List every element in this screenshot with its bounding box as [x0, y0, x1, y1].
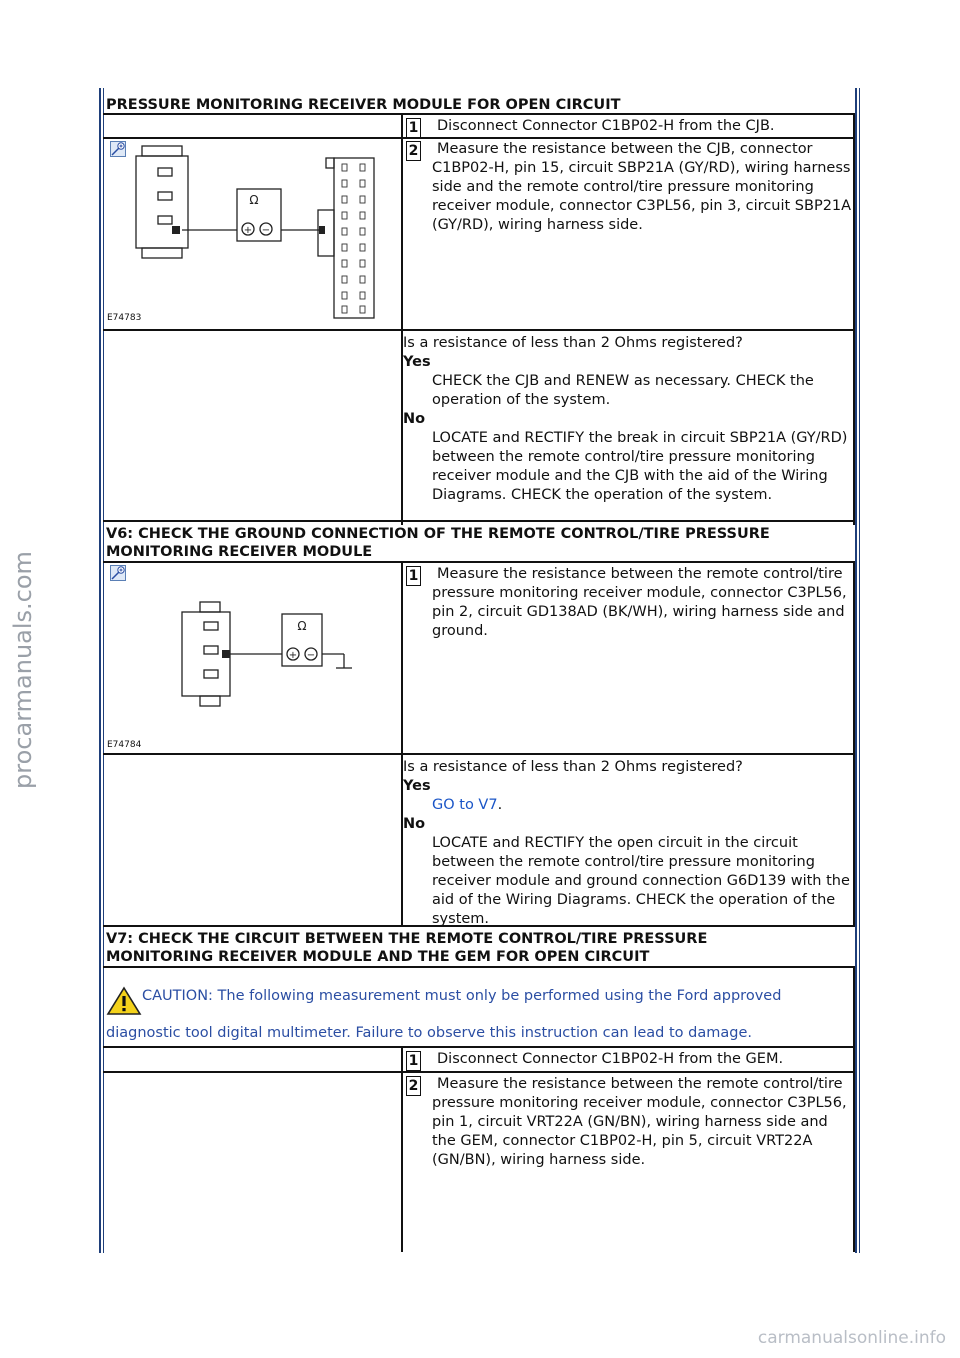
section-title: PRESSURE MONITORING RECEIVER MODULE FOR OPEN CIRCUIT [106, 97, 621, 113]
wiring-diagram [106, 590, 396, 744]
section-title: V7: CHECK THE CIRCUIT BETWEEN THE REMOTE CONTROL/TIRE PRESSURE MONITORING RECEIVER MODULE AND THE GEM FOR OPEN CIRCUIT [106, 931, 708, 965]
column-divider [401, 113, 403, 525]
question-text: Is a resistance of less than 2 Ohms registered? [403, 335, 743, 351]
right-border [853, 561, 855, 927]
right-border [853, 113, 855, 525]
right-border [853, 1046, 855, 1252]
table-rule [103, 113, 855, 115]
yes-answer [432, 796, 852, 815]
right-margin-line [855, 88, 857, 1253]
right-border [853, 966, 855, 1048]
yes-suffix: . [497, 797, 503, 813]
table-rule [103, 520, 855, 522]
no-label: No [403, 411, 426, 427]
column-divider [401, 1046, 403, 1252]
step-number: 1 [406, 1051, 421, 1071]
table-rule [103, 753, 855, 755]
table-rule [103, 137, 855, 139]
svg-text:+: + [288, 650, 298, 661]
column-divider [401, 561, 403, 927]
question-text: Is a resistance of less than 2 Ohms registered? [403, 759, 743, 775]
step-text: Disconnect Connector C1BP02-H from the GEM. [437, 1051, 784, 1067]
left-margin-line-inner [103, 88, 104, 1253]
step-number: 1 [406, 566, 421, 586]
right-margin-line-inner [859, 88, 860, 1253]
step-number: 2 [406, 141, 421, 161]
go-to-v7-link[interactable]: GO to V7 [432, 797, 498, 813]
table-rule [103, 329, 855, 331]
caution-note [106, 986, 846, 1044]
svg-text:Ω: Ω [249, 193, 259, 207]
step-text: Measure the resistance between the remote control/tire pressure monitoring receiver module, connector C3PL56, pin 2, circuit GD138AD (BK/WH), wiring harness side and ground. [432, 566, 847, 639]
zoom-icon[interactable] [110, 565, 126, 581]
table-rule [103, 561, 855, 563]
step-text: Disconnect Connector C1BP02-H from the CJB. [437, 118, 775, 134]
svg-text:+: + [243, 225, 253, 236]
no-answer: LOCATE and RECTIFY the open circuit in the circuit between the remote control/tire pressure monitoring receiver module and ground connection G6D139 with the aid of the Wiring Diagrams. CHECK the operation of the system. [432, 835, 850, 927]
figure-code: E74784 [107, 740, 142, 750]
warning-icon [106, 986, 142, 1023]
wiring-diagram [106, 140, 396, 332]
figure-code: E74783 [107, 313, 142, 323]
step-number: 1 [406, 118, 421, 138]
step-number: 2 [406, 1076, 421, 1096]
caution-text: CAUTION: The following measurement must only be performed using the Ford approved diagnostic tool digital multimeter. Failure to observe this instruction can lead to damage. [106, 988, 782, 1041]
table-rule [103, 925, 855, 927]
table-rule [103, 1046, 855, 1048]
footer-watermark: carmanualsonline.info [757, 1328, 946, 1348]
yes-label: Yes [403, 354, 431, 370]
table-rule [103, 966, 855, 968]
step-text: Measure the resistance between the CJB, connector C1BP02-H, pin 15, circuit SBP21A (GY/RD), wiring harness side and the remote control/tire pressure monitoring receiver module, connector C3PL56, pin 3, circuit SBP21A (GY/RD), wiring harness side. [432, 141, 852, 233]
svg-text:−: − [306, 650, 316, 661]
svg-text:−: − [261, 225, 271, 236]
left-margin-line [99, 88, 101, 1253]
table-rule [103, 1071, 855, 1073]
no-label: No [403, 816, 426, 832]
step-text: Measure the resistance between the remote control/tire pressure monitoring receiver module, connector C3PL56, pin 1, circuit VRT22A (GN/BN), wiring harness side and the GEM, connector C1BP02-H, pin 5, circuit VRT22A (GN/BN), wiring harness side. [432, 1076, 847, 1168]
yes-answer: CHECK the CJB and RENEW as necessary. CHECK the operation of the system. [432, 373, 814, 408]
section-title: V6: CHECK THE GROUND CONNECTION OF THE REMOTE CONTROL/TIRE PRESSURE MONITORING RECEIVER MODULE [106, 526, 770, 560]
no-answer: LOCATE and RECTIFY the break in circuit SBP21A (GY/RD) between the remote control/tire pressure monitoring receiver module and the CJB with the aid of the Wiring Diagrams. CHECK the operation of the system. [432, 430, 848, 503]
side-watermark: procarmanuals.com [9, 551, 37, 789]
yes-label: Yes [403, 778, 431, 794]
svg-text:Ω: Ω [297, 619, 307, 633]
